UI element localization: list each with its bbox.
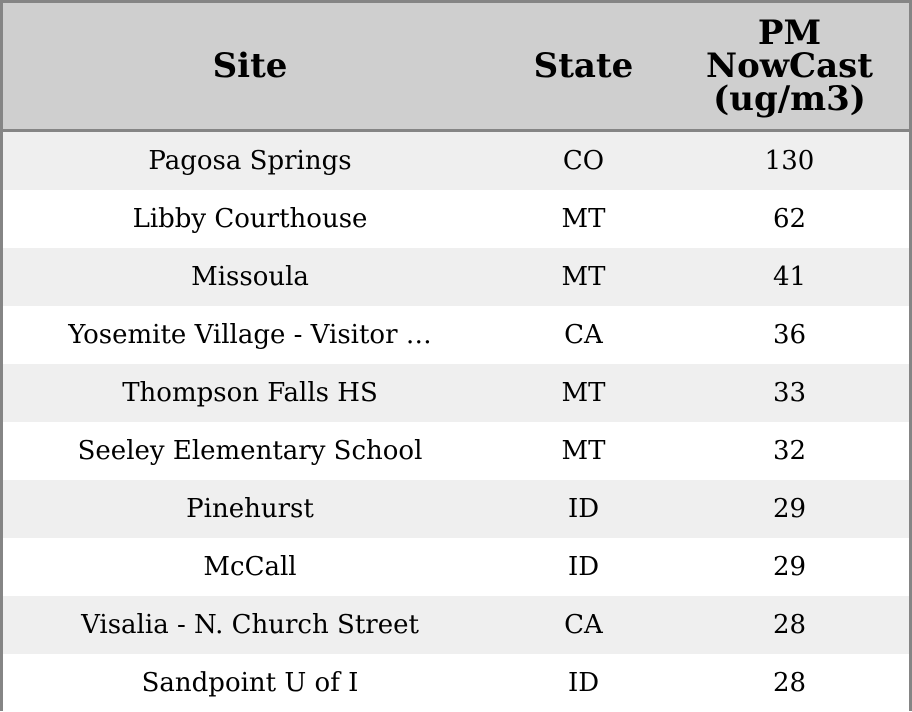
header-pm-line-1: PM [757,12,822,53]
cell-site: McCall [203,552,297,582]
cell-pm: 36 [772,320,807,350]
cell-state: MT [561,204,606,234]
cell-site: Seeley Elementary School [77,436,423,466]
cell-pm: 28 [772,668,807,698]
table-row [3,480,909,538]
header-site: Site [212,45,288,86]
cell-pm: 130 [764,146,815,176]
cell-state: CO [562,146,605,176]
header-state: State [533,45,634,86]
table-row [3,132,909,190]
cell-state: ID [567,552,600,582]
table-row [3,596,909,654]
cell-state: CA [564,320,603,350]
table-row [3,538,909,596]
cell-state: ID [567,668,600,698]
table-header-row [3,3,909,132]
cell-site: Sandpoint U of I [141,668,359,698]
cell-pm: 29 [772,552,807,582]
cell-state: CA [564,610,603,640]
cell-pm: 41 [772,262,807,292]
table-row [3,190,909,248]
cell-pm: 62 [772,204,807,234]
table-row [3,364,909,422]
cell-pm: 32 [772,436,807,466]
header-pm-nowcast [670,3,909,129]
cell-site: Pagosa Springs [148,146,352,176]
cell-state: ID [567,494,600,524]
header-pm-line-3: (ug/m3) [713,78,866,119]
table-row [3,422,909,480]
table-row [3,248,909,306]
cell-site: Visalia - N. Church Street [81,610,419,640]
cell-pm: 29 [772,494,807,524]
header-pm-line-2: NowCast [706,45,873,86]
table-body [3,132,909,712]
cell-pm: 28 [772,610,807,640]
cell-pm: 33 [772,378,807,408]
cell-state: MT [561,262,606,292]
cell-state: MT [561,378,606,408]
cell-site: Yosemite Village - Visitor … [68,320,432,350]
cell-site: Libby Courthouse [132,204,368,234]
table-row [3,306,909,364]
cell-site: Thompson Falls HS [122,378,378,408]
table-row [3,654,909,712]
cell-state: MT [561,436,606,466]
cell-site: Missoula [191,262,309,292]
cell-site: Pinehurst [186,494,314,524]
